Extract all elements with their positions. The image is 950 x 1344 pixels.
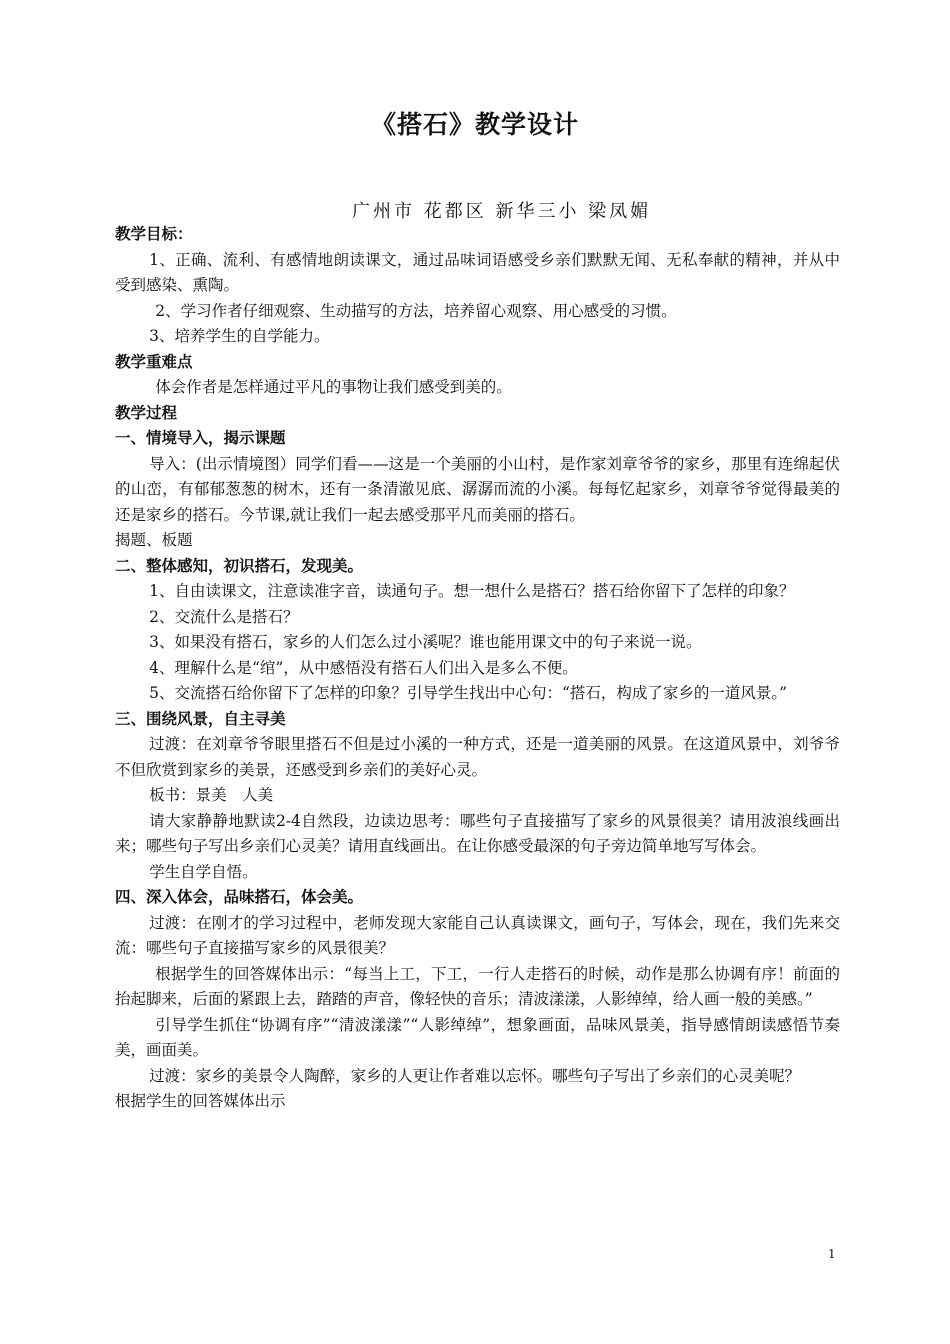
- step-2-item-1: 1、自由读课文，注意读准字音，读通句子。想一想什么是搭石？搭石给你留下了怎样的印象？: [149, 582, 795, 600]
- heading-step-4: 四、深入体会，品味搭石，体会美。: [115, 888, 364, 906]
- step-1-text: 导入：(出示情境图）同学们看——这是一个美丽的小山村，是作家刘章爷爷的家乡，那里有连绵起伏的山峦，有郁郁葱葱的树木，还有一条清澈见底、潺潺而流的小溪。每每忆起家乡，刘章爷爷觉得最美的还是家乡的搭石。今节课,就让我们一起去感受那平凡而美丽的搭石。: [115, 454, 840, 524]
- document-body: [115, 222, 840, 1115]
- step-4-media-2: 根据学生的回答媒体出示: [115, 1092, 286, 1110]
- goal-2: 2、学习作者仔细观察、生动描写的方法，培养留心观察、用心感受的习惯。: [155, 301, 677, 320]
- step-2-item-5: 5、交流搭石给你留下了怎样的印象？引导学生找出中心句：“搭石，构成了家乡的一道风景。”: [149, 684, 788, 702]
- key-points-text: 体会作者是怎样通过平凡的事物让我们感受到美的。: [155, 378, 512, 396]
- heading-key-points: 教学重难点: [115, 352, 193, 371]
- page-number: 1: [828, 1247, 836, 1261]
- step-4-transition: 过渡：在刚才的学习过程中，老师发现大家能自己认真读课文，画句子，写体会，现在，我们先来交流：哪些句子直接描写家乡的风景很美？: [115, 913, 840, 957]
- goal-3: 3、培养学生的自学能力。: [149, 327, 330, 345]
- step-4-transition-2: 过渡：家乡的美景令人陶醉，家乡的人更让作者难以忘怀。哪些句子写出了乡亲们的心灵美呢？: [149, 1066, 801, 1085]
- step-2-item-4: 4、理解什么是“绾”，从中感悟没有搭石人们出入是多么不便。: [149, 658, 578, 677]
- heading-process: 教学过程: [115, 403, 178, 422]
- step-2-item-3: 3、如果没有搭石，家乡的人们怎么过小溪呢？谁也能用课文中的句子来说一说。: [149, 633, 702, 651]
- heading-step-1: 一、情境导入，揭示课题: [115, 429, 286, 447]
- step-3-self-study: 学生自学自悟。: [149, 862, 258, 881]
- step-3-transition: 过渡：在刘章爷爷眼里搭石不但是过小溪的一种方式，还是一道美丽的风景。在这道风景中，刘爷爷不但欣赏到家乡的美景，还感受到乡亲们的美好心灵。: [115, 735, 840, 779]
- goal-1: 1、正确、流利、有感情地朗读课文，通过品味词语感受乡亲们默默无闻、无私奉献的精神，并从中受到感染、熏陶。: [115, 250, 840, 294]
- heading-step-3: 三、围绕风景，自主寻美: [115, 709, 286, 728]
- step-4-guide: 引导学生抓住“协调有序”“清波漾漾”“人影绰绰”，想象画面，品味风景美，指导感情朗读感悟节奏美，画面美。: [115, 1015, 840, 1059]
- document-title: 《搭石》教学设计: [370, 110, 579, 139]
- step-1-board: 揭题、板题: [115, 531, 193, 549]
- step-2-item-2: 2、交流什么是搭石？: [149, 607, 299, 626]
- author-line: 广州市 花都区 新华三小 梁凤媚: [352, 201, 652, 222]
- heading-goals: 教学目标：: [115, 225, 193, 243]
- step-3-task: 请大家静静地默读2-4自然段，边读边思考：哪些句子直接描写了家乡的风景很美？请用波浪线画出来；哪些句子写出乡亲们心灵美？请用直线画出。在让你感受最深的句子旁边简单地写写体会。: [115, 811, 840, 855]
- heading-step-2: 二、整体感知，初识搭石，发现美。: [115, 556, 364, 575]
- step-3-board: 板书：景美 人美: [149, 786, 274, 804]
- step-4-media: 根据学生的回答媒体出示：“每当上工，下工，一行人走搭石的时候，动作是那么协调有序！前面的抬起脚来，后面的紧跟上去，踏踏的声音，像轻快的音乐；清波漾漾，人影绰绰，给人画一般的美感。”: [115, 964, 840, 1008]
